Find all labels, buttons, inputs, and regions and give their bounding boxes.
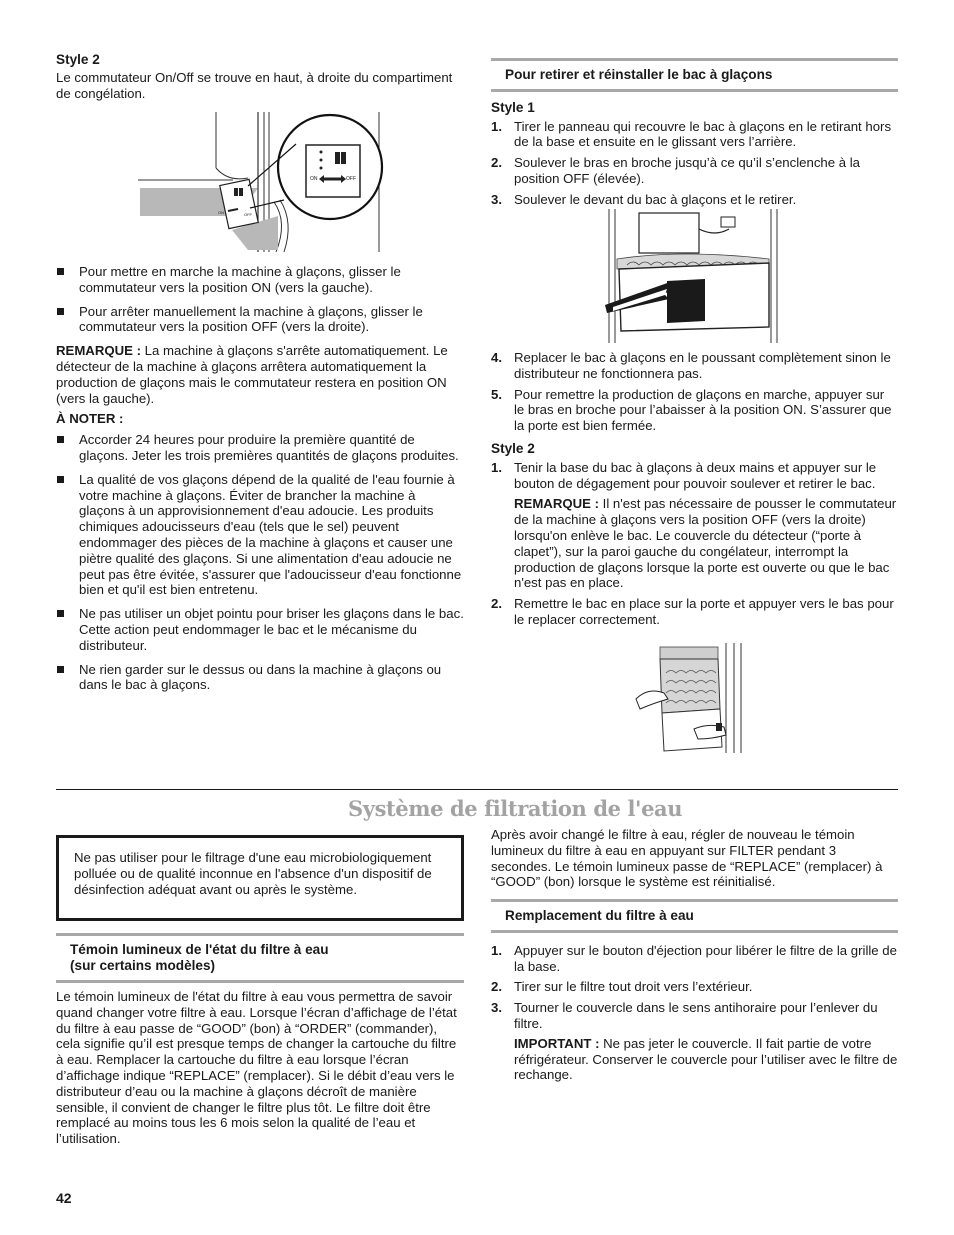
switch-bullets [56, 264, 464, 335]
bullet-square-icon [57, 268, 64, 275]
bullet-square-icon [57, 610, 64, 617]
bullet-square-icon [57, 476, 64, 483]
important-note: IMPORTANT : Ne pas jeter le couvercle. Il fait partie de votre réfrigérateur. Conserver le couvercle pour l’utiliser avec le filtre de rechange. [514, 1035, 898, 1083]
replace-section-title: Remplacement du filtre à eau [491, 899, 898, 933]
bullet-square-icon [57, 436, 64, 443]
bullet-square-icon [57, 308, 64, 315]
list-item: 4. Replacer le bac à glaçons en le poussant complètement sinon le distributeur ne fonctionnera pas. [491, 350, 891, 381]
icemaker-switch-illustration [138, 112, 384, 254]
style1-steps-b [491, 350, 898, 434]
list-item: 5. Pour remettre la production de glaçons en marche, appuyer sur le bras en broche pour l’abaisser à la position ON. S’assurer que la porte est bien fermée. [491, 386, 892, 434]
list-item: 2. Remettre le bac en place sur la porte et appuyer vers le bas pour le replacer correctement. [491, 596, 894, 627]
indicator-text-block [56, 989, 464, 1147]
style2-text: Le commutateur On/Off se trouve en haut, à droite du compartiment de congélation. [56, 69, 453, 101]
left-column-bottom [56, 264, 464, 701]
style2-remarque: REMARQUE : Il n'est pas nécessaire de pousser le commutateur de la machine à glaçons vers la position OFF (vers la droite) lorsqu'on enlève le bac. Le couvercle du détecteur (“porte à clapet”), sur la paroi gauche du congélateur, interrompt la production de glaçons lorsque la porte est ouverte ou que le bac n'est pas en place. [514, 496, 897, 591]
list-item: Pour arrêter manuellement la machine à glaçons, glisser le commutateur vers la position OFF (vers la droite). [56, 304, 464, 336]
warning-box [56, 835, 464, 921]
style2-steps [491, 460, 898, 628]
indicator-text: Le témoin lumineux de l'état du filtre à eau vous permettra de savoir quand changer votre filtre à eau. Lorsque l’écran d’affichage de l’état du filtre à eau passe de “GOOD” (bon) à “ORDER” (commander), cela signifie qu’il est presque temps de changer la cartouche du filtre à eau. Remplacer la cartouche du filtre à eau lorsque l’écran d’affichage indique “REPLACE” (remplacer). Si le débit d’eau vers le distributeur d’eau ou la machine à glaçons décroît de manière sensible, il convient de changer le filtre plus tôt. Le filtre doit être remplacé au moins tous les 6 mois selon la qualité de l’eau et l’utilisation. [56, 989, 457, 1147]
bullet-square-icon [57, 666, 64, 673]
style2-heading-right: Style 2 [491, 440, 535, 456]
svg-text:ON: ON [218, 210, 224, 215]
reset-text-block [491, 827, 898, 890]
list-item: Ne pas utiliser un objet pointu pour briser les glaçons dans le bac. Cette action peut endommager le bac et le mécanisme du distributeur. [56, 606, 464, 653]
list-item: 1. Tenir la base du bac à glaçons à deux mains et appuyer sur le bouton de dégagement pour pouvoir soulever et retirer le bac. REMARQUE : Il n'est pas nécessaire de pousser le commutateur de la machine à glaçons vers la position OFF (vers la droite) lorsqu'on enlève le bac. Le couvercle du détecteur (“porte à clapet”), sur la paroi gauche du congélateur, interrompt la production de glaçons lorsque la porte est ouverte ou que le bac n'est pas en place. [491, 459, 897, 591]
list-item: 3. Soulever le devant du bac à glaçons et le retirer. [491, 191, 797, 207]
list-item: Ne rien garder sur le dessus ou dans la machine à glaçons ou dans le bac à glaçons. [56, 662, 464, 694]
section-divider [56, 789, 898, 790]
remarque-paragraph: REMARQUE : La machine à glaçons s'arrête automatiquement. Le détecteur de la machine à glaçons arrêtera automatiquement la production de glaçons mais le commutateur restera en position ON (vers la gauche). [56, 343, 448, 406]
style1-steps-a [491, 119, 898, 208]
remove-bin-section-title: Pour retirer et réinstaller le bac à glaçons [491, 58, 898, 92]
notes-list [56, 432, 464, 693]
list-item: La qualité de vos glaçons dépend de la qualité de l'eau fournie à votre machine à glaçons. Éviter de brancher la machine à glaçons à un approvisionnement d'eau adoucie. Les produits chimiques adoucisseurs d'eau (tels que le sel) peuvent endommager des pièces de la machine à glaçons et causer une piètre qualité des glaçons. Si une alimentation d'eau adoucie ne peut pas être évitée, s'assurer que l'adoucisseur d'eau fonctionne bien et qu'il est bien entretenu. [56, 472, 464, 598]
indicator-title-line2: (sur certains modèles) [70, 957, 216, 973]
indicator-title-line1: Témoin lumineux de l'état du filtre à eau [70, 942, 329, 957]
right-column-middle [491, 350, 898, 633]
style2-heading: Style 2 [56, 52, 100, 67]
svg-text:OFF: OFF [244, 212, 252, 217]
replace-steps [491, 943, 898, 1083]
switch-on-label: ON [310, 176, 318, 182]
ice-bin-removal-illustration [603, 209, 785, 343]
indicator-section-title [56, 933, 464, 983]
list-item: 2. Tirer sur le filtre tout droit vers l’extérieur. [491, 979, 753, 995]
list-item: 1. Appuyer sur le bouton d'éjection pour libérer le filtre de la grille de la base. [491, 942, 897, 974]
replace-section [491, 899, 898, 1088]
right-column-top [491, 58, 898, 213]
style1-heading: Style 1 [491, 99, 535, 115]
list-item: Pour mettre en marche la machine à glaçons, glisser le commutateur vers la position ON (vers la gauche). [56, 264, 464, 296]
list-item: 2. Soulever le bras en broche jusqu’à ce qu’il s’enclenche à la position OFF (élevée). [491, 155, 861, 186]
list-item: 3. Tourner le couvercle dans le sens antihoraire pour l’enlever du filtre. IMPORTANT : Ne pas jeter le couvercle. Il fait partie de votre réfrigérateur. Conserver le couvercle pour l’utiliser avec le filtre de rechange. [491, 1000, 898, 1083]
reset-text: Après avoir changé le filtre à eau, régler de nouveau le témoin lumineux du filtre à eau en appuyant sur FILTER pendant 3 secondes. Le témoin lumineux passe de “REPLACE” (remplacer) à “GOOD” (bon) lorsque le système est réinitialisé. [491, 827, 883, 890]
a-noter-label: À NOTER : [56, 411, 124, 427]
left-column-top [56, 52, 464, 101]
ice-bin-door-illustration [634, 643, 752, 767]
warning-text: Ne pas utiliser pour le filtrage d'une eau microbiologiquement polluée ou de qualité inconnue en l'absence d'un dispositif de désinfection adéquat avant ou après le système. [74, 850, 432, 897]
filtration-title: Système de filtration de l'eau [348, 796, 683, 821]
list-item: 1. Tirer le panneau qui recouvre le bac à glaçons en le retirant hors de la base et ensuite en le glissant vers l’arrière. [491, 118, 892, 150]
list-item: Accorder 24 heures pour produire la première quantité de glaçons. Jeter les trois premières quantités de glaçons produites. [56, 432, 464, 464]
page-number: 42 [56, 1190, 72, 1206]
switch-off-label: OFF [346, 176, 356, 182]
